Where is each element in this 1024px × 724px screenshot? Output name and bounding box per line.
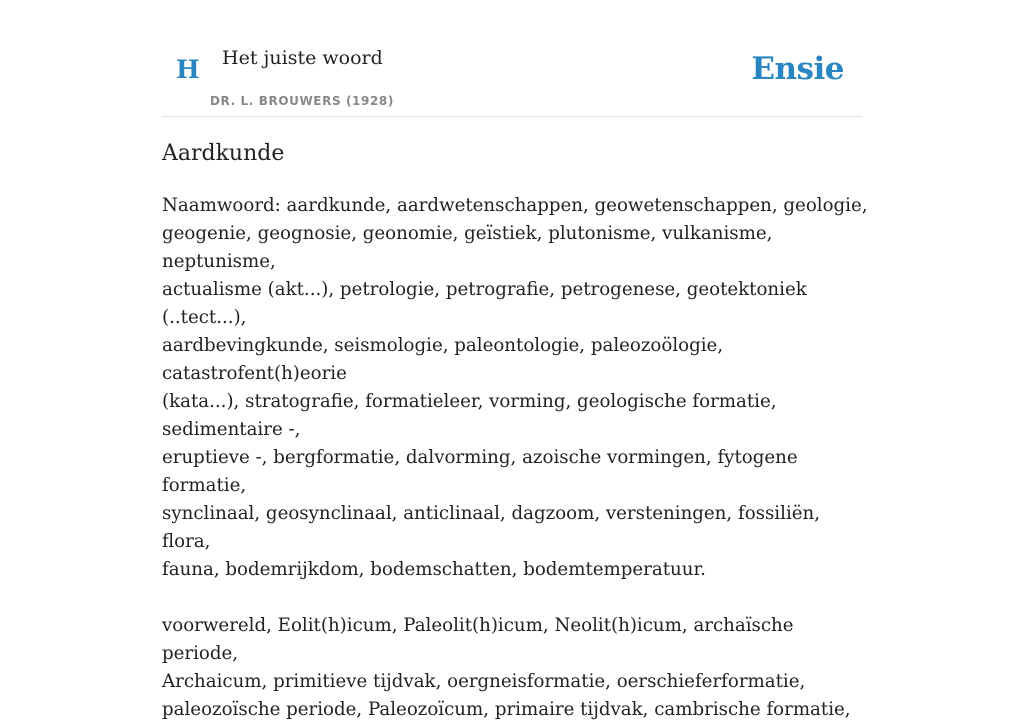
ensie-logo-link[interactable]: Ensie [751,51,844,87]
book-title[interactable]: Het juiste woord [222,47,383,69]
book-author: DR. L. BROUWERS (1928) [210,94,394,108]
entry-paragraph: voorwereld, Eolit(h)icum, Paleolit(h)icum, Neolit(h)icum, archaïsche periode, Archaicum, primitieve tijdvak, oergneisformatie, oerschieferformatie, paleozoïsche periode, Paleozoïcum, primaire tijdvak, cambrische formatie, [162,615,851,720]
entry-content [162,138,872,724]
book-logo-link[interactable]: H [176,55,200,84]
book-header [162,0,862,117]
entry-paragraph: Naamwoord: aardkunde, aardwetenschappen, geowetenschappen, geologie, geogenie, geognosie, geonomie, geïstiek, plutonisme, vulkanisme, neptunisme, actualisme (akt...), petrologie, petrografie, petrogenese, geotektoniek (..tect...), aardbevingkunde, seismologie, paleontologie, paleozoölogie, catastrofent(h)eorie (kata...), stratografie, formatieleer, vorming, geologische formatie, sedimentaire -, eruptieve -, bergformatie, dalvorming, azoische vormingen, fytogene formatie, synclinaal, geosynclinaal, anticlinaal, dagzoom, versteningen, fossiliën, flora, fauna, bodemrijkdom, bodemschatten, bodemtemperatuur. [162,195,868,580]
entry-title: Aardkunde [162,141,285,166]
